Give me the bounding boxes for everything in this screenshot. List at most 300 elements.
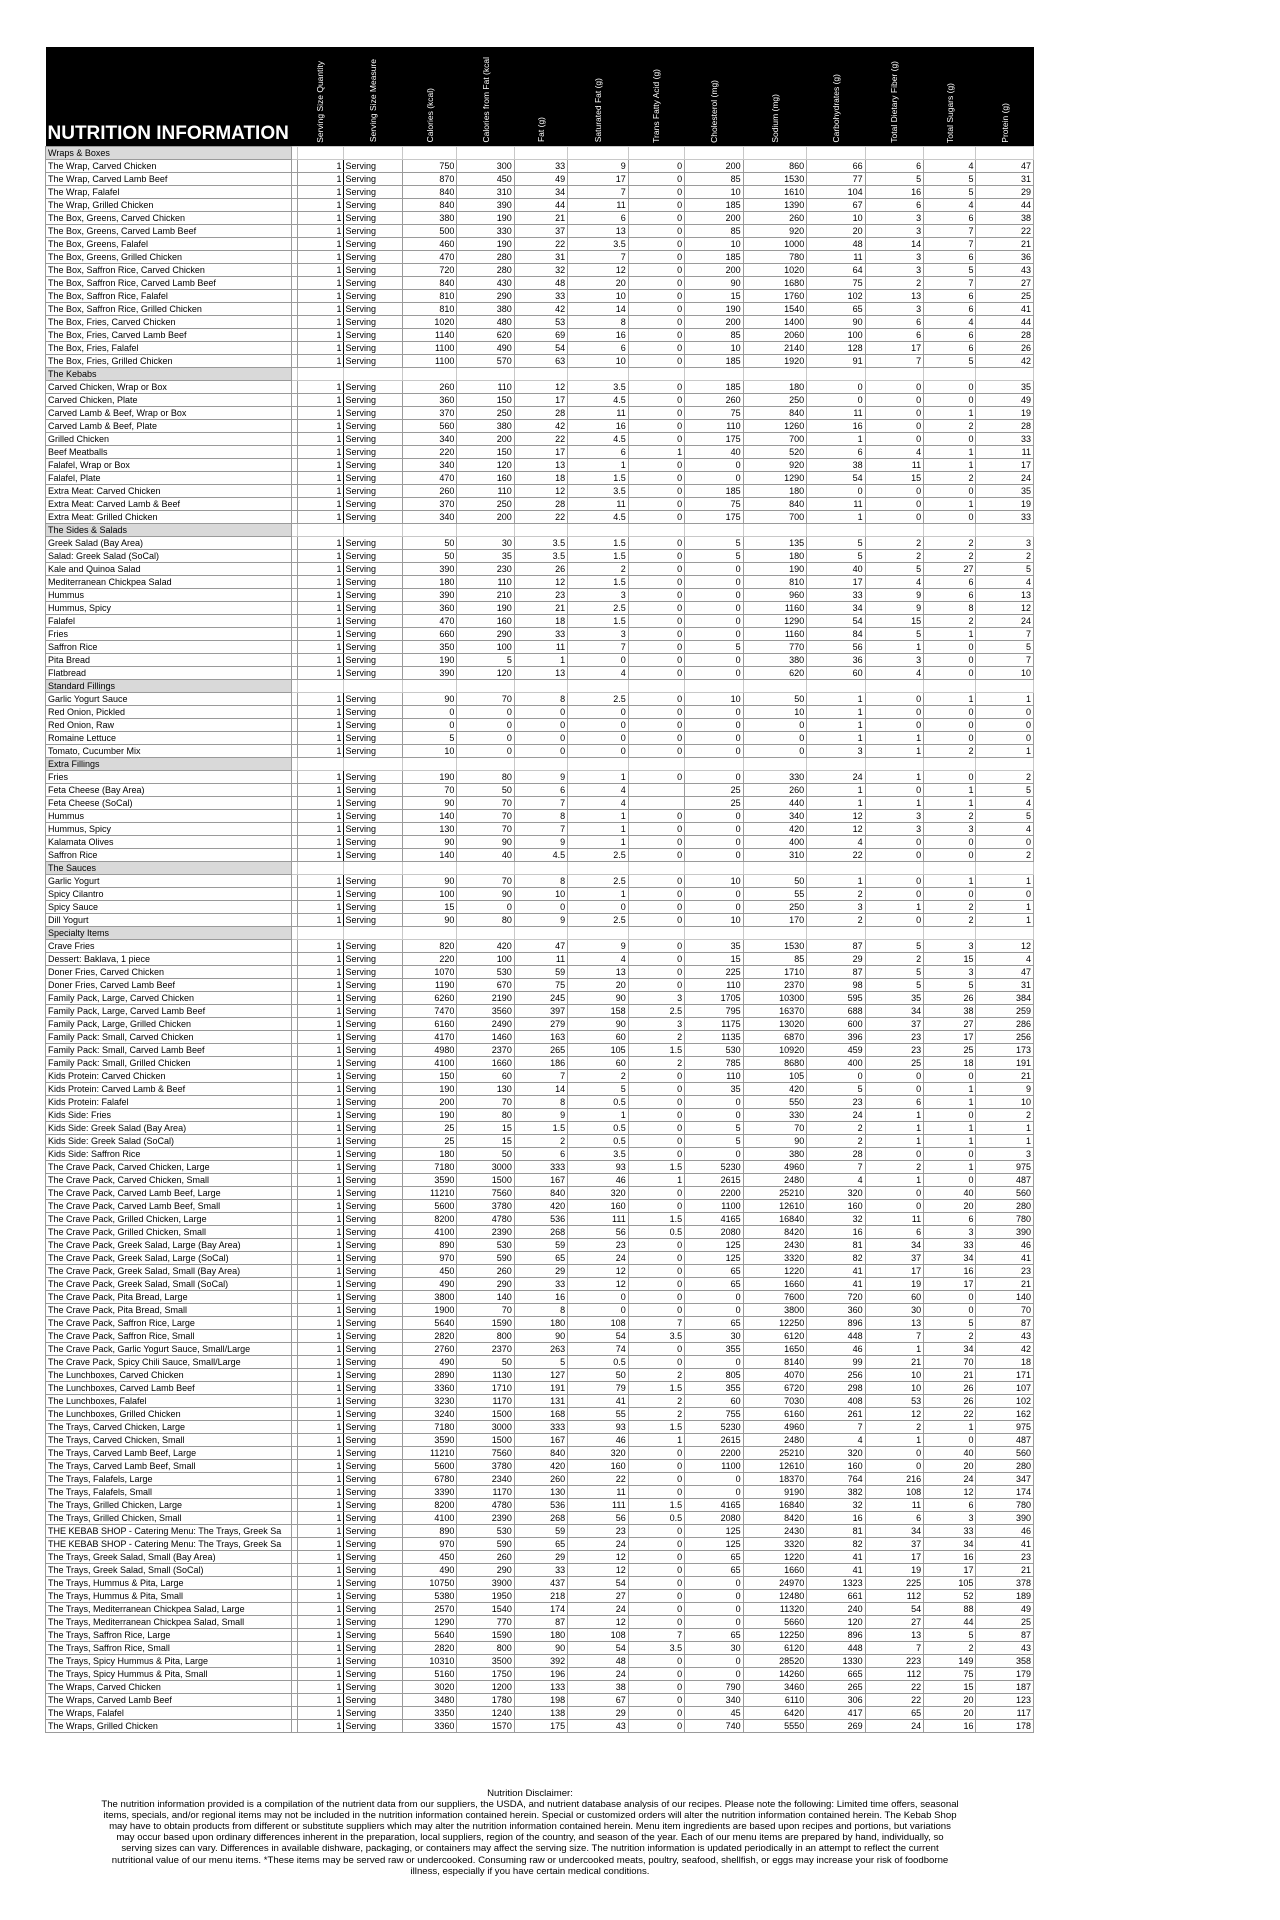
nutrient-value: 620 <box>743 666 807 679</box>
nutrient-value: 1 <box>807 432 865 445</box>
nutrient-value: 0 <box>685 835 743 848</box>
nutrient-value: 12 <box>568 1277 629 1290</box>
nutrient-value: 0 <box>628 549 684 562</box>
nutrient-value: 2.5 <box>568 692 629 705</box>
nutrient-value: 0 <box>628 471 684 484</box>
item-name: Family Pack: Small, Grilled Chicken <box>46 1056 292 1069</box>
nutrient-value: 3.5 <box>568 380 629 393</box>
nutrient-value: 22 <box>807 848 865 861</box>
nutrient-value: 6 <box>924 341 976 354</box>
category-row-filler <box>976 523 1034 536</box>
nutrient-value: 150 <box>457 393 514 406</box>
nutrient-value: 4 <box>865 445 923 458</box>
nutrient-value: 45 <box>685 1706 743 1719</box>
serving-quantity: 1 <box>298 783 343 796</box>
nutrient-value: 11320 <box>743 1602 807 1615</box>
table-row <box>46 328 1034 341</box>
serving-quantity: 1 <box>298 1225 343 1238</box>
nutrient-value: 27 <box>568 1589 629 1602</box>
item-name: The Crave Pack, Pita Bread, Large <box>46 1290 292 1303</box>
nutrient-value: 380 <box>457 302 514 315</box>
nutrient-value: 840 <box>743 497 807 510</box>
nutrient-value: 70 <box>457 796 514 809</box>
nutrient-value: 3 <box>628 991 684 1004</box>
category-row-filler <box>924 523 976 536</box>
category-row-filler <box>865 861 923 874</box>
table-row <box>46 991 1034 1004</box>
item-name: Falafel <box>46 614 292 627</box>
nutrient-value: 87 <box>976 1316 1034 1329</box>
nutrient-value: 111 <box>568 1498 629 1511</box>
item-name: Family Pack: Small, Carved Lamb Beef <box>46 1043 292 1056</box>
nutrient-value: 0 <box>628 1576 684 1589</box>
nutrient-value: 90 <box>685 276 743 289</box>
nutrient-value: 77 <box>807 172 865 185</box>
item-name: Flatbread <box>46 666 292 679</box>
nutrient-value: 3 <box>865 302 923 315</box>
nutrient-value: 260 <box>685 393 743 406</box>
nutrient-value: 80 <box>457 1108 514 1121</box>
item-name: Falafel, Plate <box>46 471 292 484</box>
serving-measure: Serving <box>343 835 403 848</box>
table-row <box>46 224 1034 237</box>
nutrient-value: 256 <box>976 1030 1034 1043</box>
nutrient-value: 33 <box>976 432 1034 445</box>
item-name: The Wraps, Carved Lamb Beef <box>46 1693 292 1706</box>
nutrient-value: 2 <box>924 471 976 484</box>
nutrient-value: 230 <box>457 562 514 575</box>
column-header-label: Serving Size Quantity <box>315 60 326 143</box>
nutrient-value: 160 <box>568 1459 629 1472</box>
nutrient-value: 3 <box>924 1225 976 1238</box>
nutrient-value: 1 <box>924 445 976 458</box>
nutrient-value: 0 <box>628 900 684 913</box>
serving-measure: Serving <box>343 341 403 354</box>
nutrient-value: 54 <box>568 1641 629 1654</box>
table-row <box>46 1719 1034 1732</box>
nutrient-value: 0 <box>628 1095 684 1108</box>
serving-measure: Serving <box>343 913 403 926</box>
nutrient-value: 1500 <box>457 1407 514 1420</box>
nutrient-value: 50 <box>403 536 457 549</box>
nutrient-value: 14 <box>514 1082 567 1095</box>
table-row <box>46 471 1034 484</box>
nutrient-value: 0 <box>628 614 684 627</box>
item-name: Family Pack: Small, Carved Chicken <box>46 1030 292 1043</box>
nutrient-value: 0 <box>628 627 684 640</box>
category-row-filler <box>685 757 743 770</box>
nutrient-value: 0 <box>865 874 923 887</box>
nutrient-value: 49 <box>976 1602 1034 1615</box>
nutrient-value: 41 <box>568 1394 629 1407</box>
nutrient-value: 1900 <box>403 1303 457 1316</box>
nutrient-value: 74 <box>568 1342 629 1355</box>
nutrient-value: 450 <box>457 172 514 185</box>
nutrient-value: 33 <box>976 510 1034 523</box>
category-row-filler <box>514 523 567 536</box>
nutrient-value: 3480 <box>403 1693 457 1706</box>
nutrient-value: 225 <box>685 965 743 978</box>
nutrient-value: 7470 <box>403 1004 457 1017</box>
nutrient-value: 24 <box>568 1667 629 1680</box>
table-row <box>46 289 1034 302</box>
table-row <box>46 848 1034 861</box>
nutrient-value: 0 <box>685 458 743 471</box>
nutrient-value: 44 <box>976 198 1034 211</box>
item-name: The Crave Pack, Greek Salad, Small (SoCal) <box>46 1277 292 1290</box>
table-row <box>46 666 1034 679</box>
nutrient-value: 125 <box>685 1238 743 1251</box>
nutrient-value: 1 <box>807 705 865 718</box>
serving-quantity: 1 <box>298 965 343 978</box>
category-row-filler <box>924 757 976 770</box>
nutrient-value: 0 <box>628 1706 684 1719</box>
nutrient-value: 11 <box>807 250 865 263</box>
nutrient-value: 3900 <box>457 1576 514 1589</box>
nutrient-value: 286 <box>976 1017 1034 1030</box>
nutrient-value: 265 <box>514 1043 567 1056</box>
table-row <box>46 770 1034 783</box>
nutrient-value: 34 <box>924 1537 976 1550</box>
nutrient-value: 5380 <box>403 1589 457 1602</box>
nutrient-value: 4 <box>924 159 976 172</box>
item-name: The Lunchboxes, Grilled Chicken <box>46 1407 292 1420</box>
serving-measure: Serving <box>343 172 403 185</box>
serving-measure: Serving <box>343 445 403 458</box>
nutrient-value: 216 <box>865 1472 923 1485</box>
nutrient-value: 5 <box>976 640 1034 653</box>
nutrient-value: 14 <box>568 302 629 315</box>
category-row-filler <box>403 367 457 380</box>
serving-quantity: 1 <box>298 1238 343 1251</box>
nutrient-value: 27 <box>924 1017 976 1030</box>
serving-measure: Serving <box>343 380 403 393</box>
nutrient-value: 110 <box>457 380 514 393</box>
nutrient-value: 16370 <box>743 1004 807 1017</box>
nutrient-value: 390 <box>976 1511 1034 1524</box>
nutrient-value: 28520 <box>743 1654 807 1667</box>
nutrient-value: 110 <box>685 419 743 432</box>
nutrient-value: 140 <box>403 848 457 861</box>
nutrient-value: 2 <box>924 419 976 432</box>
nutrient-value: 8 <box>514 874 567 887</box>
nutrient-value: 50 <box>743 692 807 705</box>
serving-quantity: 1 <box>298 952 343 965</box>
category-row-filler <box>298 523 343 536</box>
nutrient-value: 28 <box>976 328 1034 341</box>
nutrient-value: 420 <box>514 1459 567 1472</box>
nutrient-value: 22 <box>976 224 1034 237</box>
category-row-filler <box>343 861 403 874</box>
category-row-filler <box>685 523 743 536</box>
serving-quantity: 1 <box>298 484 343 497</box>
nutrient-value: 384 <box>976 991 1034 1004</box>
table-row <box>46 640 1034 653</box>
item-name: The Wraps, Grilled Chicken <box>46 1719 292 1732</box>
nutrient-value: 620 <box>457 328 514 341</box>
nutrient-value: 70 <box>403 783 457 796</box>
serving-quantity: 1 <box>298 510 343 523</box>
serving-quantity: 1 <box>298 835 343 848</box>
nutrient-value: 320 <box>807 1186 865 1199</box>
item-name: The Crave Pack, Greek Salad, Small (Bay Area) <box>46 1264 292 1277</box>
nutrient-value: 7600 <box>743 1290 807 1303</box>
serving-quantity: 1 <box>298 1303 343 1316</box>
nutrient-value: 1200 <box>457 1680 514 1693</box>
nutrient-value: 1530 <box>743 939 807 952</box>
serving-quantity: 1 <box>298 1498 343 1511</box>
nutrient-value: 1 <box>865 1433 923 1446</box>
column-header-label: Total Dietary Fiber (g) <box>889 60 900 143</box>
nutrient-value: 0 <box>628 1303 684 1316</box>
table-row <box>46 1303 1034 1316</box>
nutrient-value: 2 <box>628 1394 684 1407</box>
nutrient-value: 31 <box>976 978 1034 991</box>
item-name: Doner Fries, Carved Chicken <box>46 965 292 978</box>
table-row <box>46 1095 1034 1108</box>
category-row-filler <box>514 679 567 692</box>
nutrient-value: 55 <box>743 887 807 900</box>
nutrient-value: 1.5 <box>628 1043 684 1056</box>
item-name: Fries <box>46 770 292 783</box>
nutrient-value: 10 <box>865 1381 923 1394</box>
item-name: The Wrap, Carved Chicken <box>46 159 292 172</box>
nutrient-value: 0 <box>924 848 976 861</box>
nutrient-value: 35 <box>976 380 1034 393</box>
nutrient-value: 10 <box>976 1095 1034 1108</box>
nutrient-value: 0 <box>628 1602 684 1615</box>
table-row <box>46 250 1034 263</box>
nutrient-value: 2 <box>924 536 976 549</box>
nutrient-value: 49 <box>514 172 567 185</box>
category-row-filler <box>976 757 1034 770</box>
nutrient-value: 0 <box>628 211 684 224</box>
nutrient-value: 11 <box>568 198 629 211</box>
category-row-filler <box>403 926 457 939</box>
serving-measure: Serving <box>343 640 403 653</box>
serving-quantity: 1 <box>298 1212 343 1225</box>
nutrient-value: 175 <box>685 432 743 445</box>
nutrient-value: 1070 <box>403 965 457 978</box>
nutrient-value: 11 <box>865 458 923 471</box>
category-row-filler <box>343 367 403 380</box>
nutrient-value: 0 <box>924 640 976 653</box>
nutrient-value: 268 <box>514 1511 567 1524</box>
nutrient-value: 0.5 <box>568 1121 629 1134</box>
nutrient-value: 0 <box>628 822 684 835</box>
table-row <box>46 1355 1034 1368</box>
nutrient-value: 34 <box>865 1004 923 1017</box>
nutrient-value: 10 <box>976 666 1034 679</box>
category-row-filler <box>743 757 807 770</box>
nutrient-value: 60 <box>457 1069 514 1082</box>
nutrient-value: 41 <box>976 1537 1034 1550</box>
item-name: The Trays, Spicy Hummus & Pita, Small <box>46 1667 292 1680</box>
nutrient-value: 180 <box>514 1316 567 1329</box>
nutrient-value: 0 <box>628 354 684 367</box>
item-name: Spicy Cilantro <box>46 887 292 900</box>
nutrient-value: 180 <box>514 1628 567 1641</box>
nutrient-value: 88 <box>924 1602 976 1615</box>
nutrient-value: 6420 <box>743 1706 807 1719</box>
nutrient-value: 600 <box>807 1017 865 1030</box>
serving-quantity: 1 <box>298 1121 343 1134</box>
serving-measure: Serving <box>343 1420 403 1433</box>
nutrient-value: 0 <box>628 289 684 302</box>
nutrient-value: 65 <box>514 1251 567 1264</box>
item-name: The Trays, Grilled Chicken, Small <box>46 1511 292 1524</box>
serving-quantity: 1 <box>298 1342 343 1355</box>
serving-measure: Serving <box>343 692 403 705</box>
serving-quantity: 1 <box>298 237 343 250</box>
nutrient-value: 35 <box>685 939 743 952</box>
table-row <box>46 913 1034 926</box>
category-row-filler <box>403 757 457 770</box>
category-row-filler <box>865 367 923 380</box>
nutrient-value: 4980 <box>403 1043 457 1056</box>
item-name: Hummus, Spicy <box>46 822 292 835</box>
nutrient-value: 17 <box>865 1550 923 1563</box>
table-row <box>46 536 1034 549</box>
nutrient-value: 1 <box>568 835 629 848</box>
nutrient-value: 0 <box>685 1667 743 1680</box>
nutrient-value: 36 <box>976 250 1034 263</box>
nutrient-value: 320 <box>807 1446 865 1459</box>
category-row-filler <box>976 146 1034 159</box>
item-name: Extra Meat: Grilled Chicken <box>46 510 292 523</box>
nutrient-value: 1 <box>924 627 976 640</box>
table-row <box>46 1654 1034 1667</box>
nutrient-value: 0 <box>685 614 743 627</box>
nutrient-value: 16 <box>924 1550 976 1563</box>
serving-measure: Serving <box>343 276 403 289</box>
nutrient-value: 20 <box>568 276 629 289</box>
serving-quantity: 1 <box>298 588 343 601</box>
serving-measure: Serving <box>343 1563 403 1576</box>
nutrient-value: 5 <box>807 549 865 562</box>
nutrient-value: 437 <box>514 1576 567 1589</box>
nutrient-value: 2390 <box>457 1225 514 1238</box>
serving-quantity: 1 <box>298 315 343 328</box>
nutrient-value: 1540 <box>457 1602 514 1615</box>
nutrient-value: 975 <box>976 1420 1034 1433</box>
nutrient-value: 90 <box>568 1017 629 1030</box>
nutrient-value: 12 <box>568 263 629 276</box>
nutrient-value: 0 <box>628 1342 684 1355</box>
category-row-filler <box>514 146 567 159</box>
category-row-filler <box>865 926 923 939</box>
category-row-filler <box>743 861 807 874</box>
nutrient-value: 0 <box>628 380 684 393</box>
nutrient-value: 33 <box>514 159 567 172</box>
nutrient-value: 810 <box>403 302 457 315</box>
nutrient-value: 0 <box>628 640 684 653</box>
nutrient-value: 4 <box>976 796 1034 809</box>
serving-quantity: 1 <box>298 1316 343 1329</box>
nutrient-value: 8420 <box>743 1225 807 1238</box>
item-name: Pita Bread <box>46 653 292 666</box>
nutrient-value: 360 <box>403 601 457 614</box>
nutrient-value: 4780 <box>457 1212 514 1225</box>
nutrient-value: 2820 <box>403 1329 457 1342</box>
nutrient-value: 0 <box>628 653 684 666</box>
nutrient-value: 530 <box>685 1043 743 1056</box>
nutrient-value: 340 <box>743 809 807 822</box>
nutrient-value: 7 <box>568 640 629 653</box>
table-row <box>46 952 1034 965</box>
nutrient-value: 2 <box>976 549 1034 562</box>
category-row-filler <box>807 523 865 536</box>
table-row <box>46 341 1034 354</box>
nutrient-value: 0 <box>865 419 923 432</box>
nutrient-value: 24 <box>865 1719 923 1732</box>
nutrient-value: 5 <box>865 627 923 640</box>
column-header-label: Trans Fatty Acid (g) <box>651 68 662 143</box>
serving-measure: Serving <box>343 1394 403 1407</box>
nutrient-value: 0 <box>924 1108 976 1121</box>
category-row-filler <box>976 861 1034 874</box>
nutrient-value: 47 <box>976 965 1034 978</box>
nutrient-value: 0 <box>685 1095 743 1108</box>
serving-quantity: 1 <box>298 1641 343 1654</box>
nutrient-value: 480 <box>457 315 514 328</box>
category-row-filler <box>976 367 1034 380</box>
nutrient-value: 7 <box>514 1069 567 1082</box>
serving-measure: Serving <box>343 406 403 419</box>
item-name: The Trays, Saffron Rice, Small <box>46 1641 292 1654</box>
nutrient-value: 26 <box>514 562 567 575</box>
nutrient-value: 21 <box>924 1368 976 1381</box>
table-row <box>46 1043 1034 1056</box>
nutrient-value: 4 <box>976 822 1034 835</box>
nutrient-value: 43 <box>976 263 1034 276</box>
nutrient-value: 5230 <box>685 1160 743 1173</box>
nutrient-value: 12 <box>924 1485 976 1498</box>
nutrient-value: 160 <box>457 614 514 627</box>
serving-measure: Serving <box>343 1654 403 1667</box>
nutrient-value: 0.5 <box>568 1095 629 1108</box>
category-row-filler <box>343 926 403 939</box>
nutrient-value: 670 <box>457 978 514 991</box>
nutrient-value: 378 <box>976 1576 1034 1589</box>
nutrient-value: 450 <box>403 1550 457 1563</box>
table-row <box>46 627 1034 640</box>
serving-quantity: 1 <box>298 1485 343 1498</box>
column-header <box>685 47 743 146</box>
nutrient-value: 25 <box>685 783 743 796</box>
item-name: Romaine Lettuce <box>46 731 292 744</box>
nutrient-value: 21 <box>976 237 1034 250</box>
nutrient-value: 170 <box>743 913 807 926</box>
nutrient-value: 133 <box>514 1680 567 1693</box>
nutrient-value: 1130 <box>457 1368 514 1381</box>
nutrient-value: 355 <box>685 1342 743 1355</box>
serving-measure: Serving <box>343 1329 403 1342</box>
nutrient-value: 487 <box>976 1433 1034 1446</box>
nutrient-value: 6 <box>924 1212 976 1225</box>
table-row <box>46 1706 1034 1719</box>
nutrient-value: 4 <box>976 575 1034 588</box>
nutrient-value: 178 <box>976 1719 1034 1732</box>
nutrient-value: 47 <box>976 159 1034 172</box>
serving-quantity: 1 <box>298 822 343 835</box>
item-name: The Trays, Mediterranean Chickpea Salad, Large <box>46 1602 292 1615</box>
nutrient-value: 27 <box>924 562 976 575</box>
nutrient-value: 0 <box>924 770 976 783</box>
nutrient-value: 90 <box>457 887 514 900</box>
serving-measure: Serving <box>343 965 403 978</box>
nutrient-value: 37 <box>865 1537 923 1550</box>
